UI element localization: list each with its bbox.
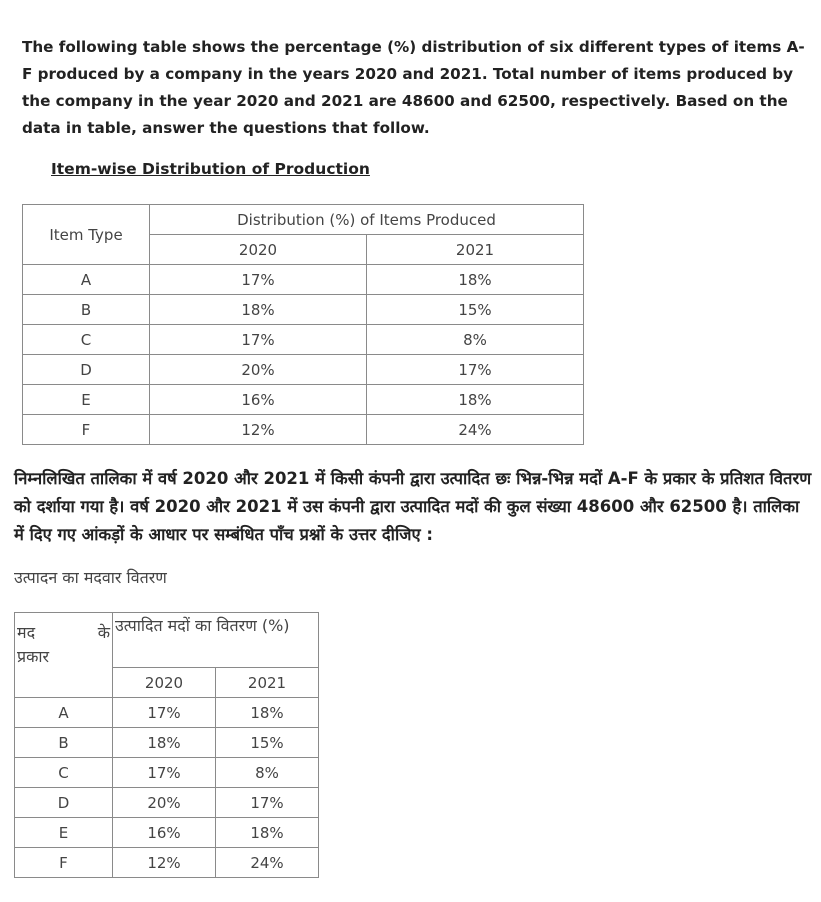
hindi-distribution-table xyxy=(14,612,319,878)
table-row xyxy=(15,848,319,878)
english-table-caption: Item-wise Distribution of Production xyxy=(51,160,370,178)
table-row xyxy=(23,325,584,355)
value-2020-cell: 17% xyxy=(113,698,216,728)
value-2020-cell: 17% xyxy=(150,325,367,355)
item-cell: C xyxy=(15,758,113,788)
value-2020-cell: 20% xyxy=(150,355,367,385)
table-row xyxy=(15,728,319,758)
item-cell: D xyxy=(15,788,113,818)
header-year-2021: 2021 xyxy=(367,235,584,265)
header-item-word: मद xyxy=(17,623,36,642)
value-2020-cell: 18% xyxy=(150,295,367,325)
header-item-type: Item Type xyxy=(23,205,150,265)
value-2021-cell: 15% xyxy=(216,728,319,758)
value-2020-cell: 12% xyxy=(113,848,216,878)
value-2021-cell: 24% xyxy=(216,848,319,878)
item-cell: E xyxy=(15,818,113,848)
item-cell: D xyxy=(23,355,150,385)
item-cell: F xyxy=(23,415,150,445)
value-2021-cell: 18% xyxy=(367,265,584,295)
table-row xyxy=(15,788,319,818)
value-2020-cell: 17% xyxy=(113,758,216,788)
hindi-table-caption: उत्पादन का मदवार वितरण xyxy=(14,568,167,587)
item-cell: E xyxy=(23,385,150,415)
header-item-ke: के xyxy=(97,623,110,642)
table-row xyxy=(23,265,584,295)
item-cell: C xyxy=(23,325,150,355)
item-cell: A xyxy=(23,265,150,295)
value-2020-cell: 17% xyxy=(150,265,367,295)
value-2021-cell: 15% xyxy=(367,295,584,325)
header-item-prakar: प्रकार xyxy=(17,647,50,666)
hindi-question-paragraph: निम्नलिखित तालिका में वर्ष 2020 और 2021 में किसी कंपनी द्वारा उत्पादित छः भिन्न-भिन्न मदों A-F के प्रकार के प्रतिशत वितरण को दर्शाया गया है। वर्ष 2020 और 2021 में उस कंपनी द्वारा उत्पादित मदों की कुल संख्या 48600 और 62500 है। तालिका में दिए गए आंकड़ों के आधार पर सम्बंधित पाँच प्रश्नों के उत्तर दीजिए : xyxy=(14,469,812,544)
value-2021-cell: 8% xyxy=(216,758,319,788)
value-2020-cell: 20% xyxy=(113,788,216,818)
value-2021-cell: 17% xyxy=(216,788,319,818)
english-distribution-table xyxy=(22,204,584,445)
table-row xyxy=(23,385,584,415)
table-row xyxy=(15,758,319,788)
table-row xyxy=(23,415,584,445)
value-2021-cell: 24% xyxy=(367,415,584,445)
header-item-type-hindi xyxy=(15,613,113,698)
item-cell: B xyxy=(23,295,150,325)
value-2020-cell: 16% xyxy=(113,818,216,848)
value-2021-cell: 18% xyxy=(216,818,319,848)
value-2020-cell: 18% xyxy=(113,728,216,758)
item-cell: B xyxy=(15,728,113,758)
value-2021-cell: 18% xyxy=(367,385,584,415)
table-row xyxy=(23,355,584,385)
table-row xyxy=(15,698,319,728)
header-year-2020: 2020 xyxy=(113,668,216,698)
header-year-2020: 2020 xyxy=(150,235,367,265)
header-distribution: Distribution (%) of Items Produced xyxy=(150,205,584,235)
table-row xyxy=(23,295,584,325)
header-year-2021: 2021 xyxy=(216,668,319,698)
value-2021-cell: 8% xyxy=(367,325,584,355)
header-distribution-hindi: उत्पादित मदों का वितरण (%) xyxy=(113,613,319,668)
value-2021-cell: 18% xyxy=(216,698,319,728)
item-cell: F xyxy=(15,848,113,878)
english-question-paragraph: The following table shows the percentage (%) distribution of six different types of items A-F produced by a company in the years 2020 and 2021. Total number of items produced by the company in the year 2020 and 2021 are 48600 and 62500, respectively. Based on the data in table, answer the questions that follow. xyxy=(22,38,805,137)
table-row xyxy=(15,818,319,848)
value-2020-cell: 16% xyxy=(150,385,367,415)
item-cell: A xyxy=(15,698,113,728)
value-2020-cell: 12% xyxy=(150,415,367,445)
value-2021-cell: 17% xyxy=(367,355,584,385)
